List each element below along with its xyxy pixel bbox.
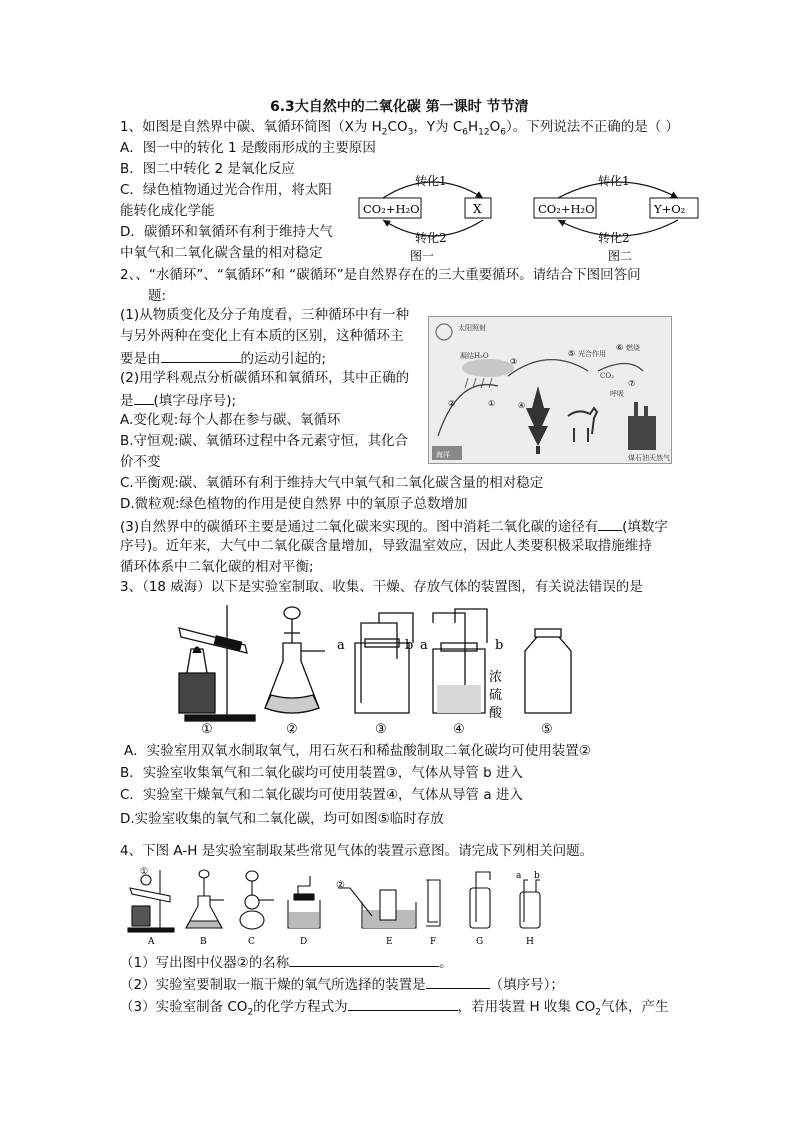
cycle-num-2: ② (448, 399, 456, 408)
q2-option-d: D.微粒观:绿色植物的作用是使自然界 中的氧原子总数增加 (120, 496, 468, 512)
q1-option-c-line1: C．绿色植物通过光合作用，将太阳 (120, 182, 332, 198)
q1-option-b: B．图二中转化 2 是氧化反应 (120, 161, 295, 177)
q1-option-d-line1: D．碳循环和氧循环有利于维持大气 (120, 224, 333, 240)
fig1-right-box: X (473, 202, 482, 216)
apparatus-1 (179, 605, 255, 721)
fig1-left-box: CO₂+H₂O (363, 202, 420, 216)
q4-label-F: F (430, 937, 437, 947)
q3-label-2: ② (286, 722, 298, 737)
q1-cycle-figures (355, 168, 705, 264)
apparatus-E (338, 888, 416, 928)
cycle-num-4: ④ (518, 401, 526, 410)
sun-label: 太阳照射 (458, 324, 486, 332)
q1-stem: 1、如图是自然界中碳、氧循环简图（X为 $H_2CO_3$，Y为 $C_6H_{12}O_6$）。下列说法不正确的是（ ） (120, 119, 680, 138)
q2-part1-line3: 要是由 的运动引起的; (120, 348, 326, 369)
fig2-caption: 图二 (608, 249, 633, 263)
q3-label-3: ③ (375, 722, 387, 737)
page-title: 6.3大自然中的二氧化碳 第一课时 节节清 (270, 99, 529, 115)
q1-option-d-line2: 中氧气和二氧化碳含量的相对稳定 (120, 245, 323, 261)
figure-one (359, 173, 491, 263)
co2-label: CO₂ (600, 372, 614, 380)
q4-apparatus-figure (124, 866, 544, 948)
q2-option-a: A.变化观:每个人都在参与碳、氧循环 (120, 412, 341, 428)
q4-label-G: G (476, 937, 484, 947)
q3-acid-2: 硫 (489, 688, 503, 703)
q4-sub2: （2）实验室要制取一瓶干燥的氧气所选择的装置是 （填序号）； (120, 974, 564, 995)
q3-label-5: ⑤ (541, 722, 553, 737)
fig2-top-label: 转化1 (598, 174, 630, 188)
q2-stem-line2: 题: (148, 288, 167, 304)
fig1-top-label: 转化1 (415, 174, 447, 188)
q3-option-b: B．实验室收集氧气和二氧化碳均可使用装置③，气体从导管 b 进入 (120, 765, 524, 781)
q4-sub3: （3）实验室制备 $CO_2$的化学方程式为 ，若用装置 H 收集 $CO_2$气体，产生 (120, 996, 668, 1017)
q2-option-b-line1: B.守恒观:碳、氧循环过程中各元素守恒，其化合 (120, 433, 409, 449)
q2-part1-line2: 与另外两种在变化上有本质的区别，这种循环主 (120, 328, 404, 344)
q3-stem: 3、（18 威海）以下是实验室制取、收集、干燥、存放气体的装置图，有关说法错误的是 (120, 579, 643, 595)
q4-mark-1: ① (140, 867, 149, 877)
q2-part3-line1: (3)自然界中的碳循环主要是通过二氧化碳来实现的。图中消耗二氧化碳的途径有 (填数字 (120, 516, 668, 537)
apparatus-4 (433, 609, 487, 713)
apparatus-G (470, 872, 490, 928)
q4-label-E: E (386, 937, 393, 947)
q2-option-c: C.平衡观:碳、氧循环有利于维持大气中氧气和二氧化碳含量的相对稳定 (120, 475, 544, 491)
q2-part3-line2: 序号)。近年来，大气中二氧化碳含量增加，导致温室效应，因此人类要积极采取措施维持 (120, 538, 652, 554)
cycle-num-5: ⑤ (568, 349, 576, 358)
q4-label-H: H (526, 937, 534, 947)
q3-acid-3: 酸 (489, 706, 503, 721)
apparatus-C (240, 871, 274, 929)
q2-stem-line1: 2、、“水循环”、“氧循环”和 “碳循环”是自然界存在的三大重要循环。请结合下图回答问 (120, 267, 641, 283)
apparatus-B (186, 870, 224, 928)
cycle-num-3: ③ (510, 357, 518, 366)
q4-sub1: （1）写出图中仪器②的名称 。 (120, 952, 453, 973)
fig1-bottom-label: 转化2 (415, 231, 447, 245)
apparatus-3 (355, 613, 413, 713)
cloud-icon (462, 359, 514, 377)
cycle-num-1: ① (488, 399, 496, 408)
q2-part3-line3: 循环体系中二氧化碳的相对平衡; (120, 559, 314, 575)
q1-option-c-line2: 能转化成化学能 (120, 203, 215, 219)
burn-label: 燃烧 (626, 344, 640, 352)
q2-option-b-line2: 价不变 (120, 454, 161, 470)
q2-blank-2[interactable] (134, 390, 154, 405)
photosynthesis-label: 光合作用 (578, 350, 606, 358)
q4-blank-1[interactable] (289, 952, 439, 967)
coal-label: 煤石油天然气 (628, 454, 670, 462)
q4-blank-2[interactable] (426, 974, 490, 989)
apparatus-2 (265, 607, 325, 713)
sea-label: 海洋 (436, 451, 450, 459)
q1-option-a: A．图一中的转化 1 是酸雨形成的主要原因 (120, 140, 376, 156)
q3-label-4: ④ (453, 722, 465, 737)
q4-label-b: b (534, 871, 540, 881)
q3-label-b-3: b (405, 638, 414, 653)
apparatus-D (288, 876, 320, 928)
q3-label-1: ① (201, 722, 213, 737)
figure-two (534, 173, 698, 263)
q4-blank-3[interactable] (348, 996, 458, 1011)
q3-label-a-4: a (420, 638, 428, 653)
apparatus-A (128, 870, 174, 932)
q4-stem: 4、下图 A-H 是实验室制取某些常见气体的装置示意图。请完成下列相关问题。 (120, 843, 594, 859)
fig1-caption: 图一 (410, 249, 435, 263)
q3-apparatus-figure (165, 603, 595, 738)
q4-mark-2: ② (336, 880, 345, 891)
q2-part2-line1: (2)用学科观点分析碳循环和氧循环，其中正确的 (120, 370, 410, 386)
apparatus-5 (525, 629, 571, 713)
q3-option-c: C．实验室干燥氧气和二氧化碳均可使用装置④，气体从导管 a 进入 (120, 787, 523, 803)
q3-label-a-3: a (337, 638, 345, 653)
cloud-label: 凝结H₂O (460, 352, 489, 360)
fig2-left-box: CO₂+H₂O (538, 202, 595, 216)
q4-label-D: D (300, 937, 308, 947)
q3-acid-1: 浓 (489, 670, 503, 685)
q4-label-A: A (148, 937, 155, 947)
cycle-num-6: ⑥ (616, 343, 624, 352)
cycle-num-7: ⑦ (628, 379, 636, 388)
factory-icon (628, 416, 656, 450)
q2-part2-line2: 是 (填字母序号); (120, 390, 236, 411)
q4-label-B: B (200, 937, 207, 947)
q4-label-a: a (516, 871, 522, 881)
q4-label-C: C (248, 937, 255, 947)
apparatus-F (426, 880, 440, 926)
apparatus-H (520, 880, 540, 928)
breath-label: 呼吸 (610, 390, 624, 398)
q3-option-a: A．实验室用双氧水制取氧气，用石灰石和稀盐酸制取二氧化碳均可使用装置② (124, 743, 591, 759)
q2-part1-line1: (1)从物质变化及分子角度看，三种循环中有一种 (120, 307, 410, 323)
fig2-bottom-label: 转化2 (598, 231, 630, 245)
carbon-cycle-image (428, 316, 672, 464)
q2-blank-3[interactable] (598, 516, 622, 531)
q3-label-b-4: b (495, 638, 504, 653)
q2-blank-1[interactable] (161, 348, 241, 363)
fig2-right-box: Y+O₂ (654, 202, 686, 216)
q3-option-d: D.实验室收集的氧气和二氧化碳，均可如图⑤临时存放 (120, 811, 444, 827)
